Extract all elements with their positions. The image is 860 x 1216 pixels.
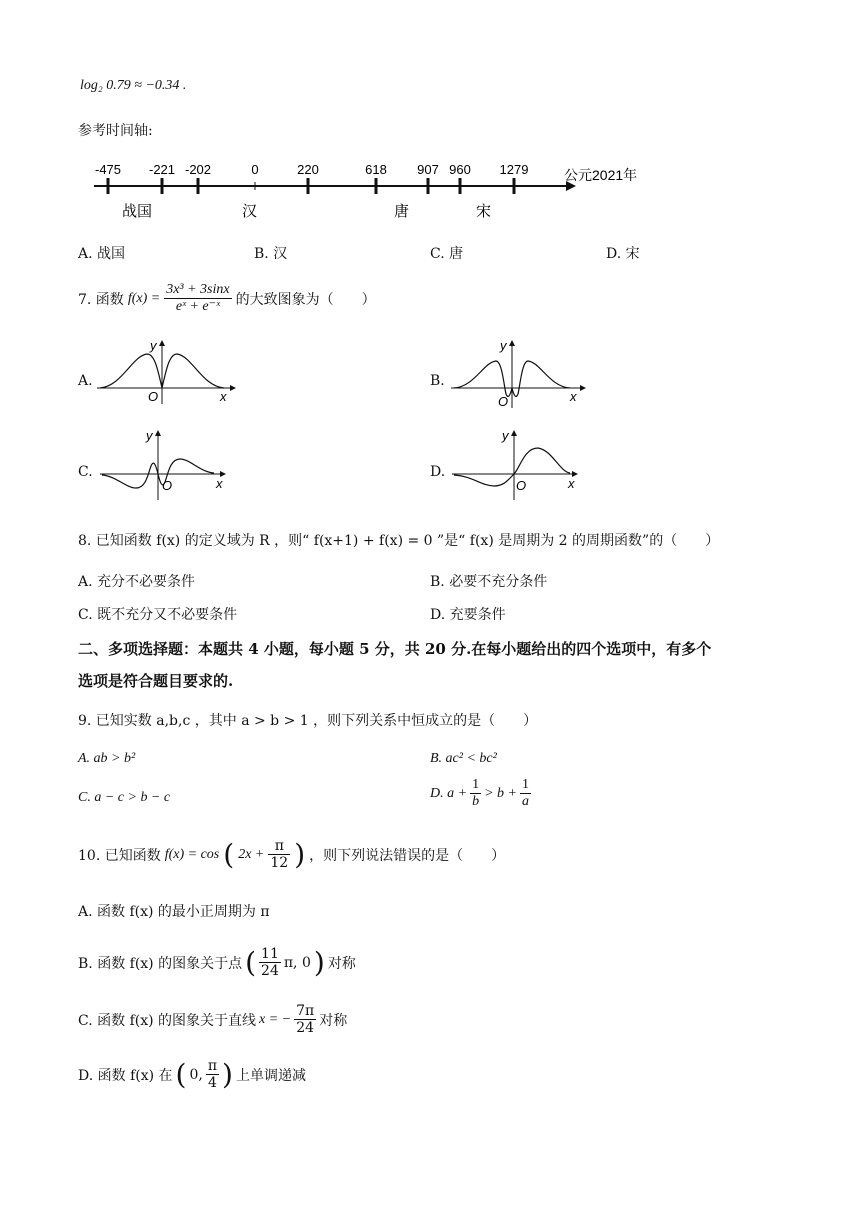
q10b-den: 24 <box>261 963 279 979</box>
q10c-post: 对称 <box>319 1012 348 1029</box>
q10-option-a: A. 函数 f(x) 的最小正周期为 π <box>78 904 270 920</box>
q10-option-b <box>78 946 356 979</box>
q7-option-b-label: B. <box>430 373 445 389</box>
q10-stem <box>78 838 505 871</box>
q9d-frac1-den: b <box>472 794 480 809</box>
q10c-pre: C. 函数 f(x) 的图象关于直线 <box>78 1012 257 1029</box>
q10c-frac <box>294 1003 316 1036</box>
timeline-tick-label: -202 <box>184 162 212 177</box>
timeline-tick-label: 618 <box>365 162 387 177</box>
q9-option-b: B. ac² < bc² <box>430 751 497 766</box>
era-tang: 唐 <box>394 203 410 220</box>
q10-rparen: ) <box>294 837 306 871</box>
q9-option-a: A. ab > b² <box>78 751 136 766</box>
q9d-mid: > b + <box>484 785 517 801</box>
q10b-lparen: ( <box>245 945 257 979</box>
log-line: log₂ 0.79 ≈ −0.34 . <box>80 78 187 93</box>
q10d-zero: 0, <box>189 1066 203 1083</box>
section-heading-line1: 二、多项选择题：本题共 4 小题，每小题 5 分，共 20 分.在每小题给出的四个选项中，有多个 <box>78 640 712 658</box>
q7c-y-label: y <box>146 428 153 443</box>
era-song: 宋 <box>476 203 492 220</box>
timeline-tick-label: -475 <box>94 162 122 177</box>
q7d-origin-label: O <box>516 478 527 493</box>
q7d-y-label: y <box>502 428 509 443</box>
q6-option-c: C. 唐 <box>430 246 464 262</box>
q10c-den: 24 <box>296 1020 315 1036</box>
q6-option-a: A. 战国 <box>78 246 126 262</box>
q7-numerator: 3x³ + 3sinx <box>166 282 230 297</box>
q10b-num: 11 <box>261 946 279 962</box>
q10d-pre: D. 函数 f(x) 在 <box>78 1067 173 1084</box>
q10b-pre: B. 函数 f(x) 的图象关于点 <box>78 955 243 972</box>
q10-frac-den: 12 <box>270 855 289 871</box>
q10-option-c <box>78 1003 347 1036</box>
timeline-tick-label: 907 <box>417 162 439 177</box>
q10-option-d <box>78 1058 306 1091</box>
q10c-eq: x = − <box>259 1011 292 1027</box>
q9d-label: D. a + <box>430 785 468 801</box>
q7c-x-label: x <box>216 476 223 491</box>
q9d-frac-1-over-a <box>520 777 531 810</box>
q10b-frac <box>259 946 281 979</box>
q10-suffix: ，则下列说法错误的是（ ） <box>309 847 506 864</box>
q10-lparen: ( <box>223 837 235 871</box>
q6-option-b: B. 汉 <box>254 246 288 262</box>
q10b-rparen: ) <box>313 945 325 979</box>
q7c-origin-label: O <box>162 478 173 493</box>
q10-prefix: 10. 已知函数 <box>78 847 161 864</box>
q8-option-d: D. 充要条件 <box>430 607 506 623</box>
timeline-tick-label: 220 <box>297 162 319 177</box>
q10b-post: 对称 <box>327 955 356 972</box>
q7a-x-label: x <box>220 389 227 404</box>
q7-prefix: 7. 函数 <box>78 291 124 308</box>
q10d-frac <box>206 1058 219 1091</box>
q10d-num: π <box>207 1058 218 1074</box>
q7a-y-label: y <box>150 338 157 353</box>
q8-stem: 8. 已知函数 f(x) 的定义域为 R ，则“ f(x+1) + f(x) = 0 ”是“ f(x) 是周期为 2 的周期函数”的（ ） <box>78 533 720 549</box>
timeline-tick-label: 1279 <box>499 162 529 177</box>
q9d-frac2-num: 1 <box>521 777 529 792</box>
timeline-label: 参考时间轴: <box>78 123 153 139</box>
q7b-origin-label: O <box>498 394 509 409</box>
q7-func: f(x) = <box>127 290 161 306</box>
q7-stem <box>78 282 376 315</box>
q10d-rparen: ) <box>222 1057 233 1091</box>
q7b-y-label: y <box>500 338 507 353</box>
q7-option-c-label: C. <box>78 464 93 480</box>
q7d-x-label: x <box>568 476 575 491</box>
q7-graph-d <box>448 426 588 502</box>
q9-option-d <box>430 777 531 810</box>
q8-option-a: A. 充分不必要条件 <box>78 574 196 590</box>
q7-option-a-label: A. <box>78 373 93 389</box>
q10b-tail: π, 0 <box>283 954 311 971</box>
q10c-num: 7π <box>296 1003 315 1019</box>
q7-denominator: eˣ + e⁻ˣ <box>175 299 220 314</box>
q9-stem: 9. 已知实数 a,b,c ，其中 a > b > 1 ，则下列关系中恒成立的是（ ） <box>78 713 538 729</box>
section-heading-line2: 选项是符合题目要求的. <box>78 672 234 690</box>
q10-frac <box>268 838 290 871</box>
q9d-frac2-den: a <box>521 794 529 809</box>
q8-option-c: C. 既不充分又不必要条件 <box>78 607 238 623</box>
timeline-tick-label: 0 <box>251 162 259 177</box>
q7-graph-a <box>92 336 237 406</box>
timeline-tick-label: -221 <box>148 162 176 177</box>
era-han: 汉 <box>242 203 258 220</box>
q9d-frac1-num: 1 <box>472 777 480 792</box>
q7-option-d-label: D. <box>430 464 446 480</box>
timeline-chart <box>80 158 660 224</box>
q9-option-c: C. a − c > b − c <box>78 790 171 805</box>
timeline-tick-label: 960 <box>449 162 471 177</box>
q10-frac-num: π <box>268 838 290 855</box>
q10d-den: 4 <box>207 1075 217 1091</box>
q7-suffix: 的大致图象为（ ） <box>235 291 376 308</box>
timeline-end-label: 公元2021年 <box>564 167 638 183</box>
era-warring-states: 战国 <box>122 203 153 220</box>
q7-fraction <box>164 282 231 315</box>
q10d-post: 上单调递减 <box>235 1067 306 1084</box>
q7b-x-label: x <box>570 389 577 404</box>
q7-graph-c <box>96 426 236 502</box>
q10-func: f(x) = cos <box>164 846 220 862</box>
q6-option-d: D. 宋 <box>606 246 640 262</box>
q10d-lparen: ( <box>175 1057 187 1091</box>
q7-graph-b <box>446 336 591 412</box>
q9d-frac-1-over-b <box>470 777 481 810</box>
q7a-origin-label: O <box>148 389 159 404</box>
q8-option-b: B. 必要不充分条件 <box>430 574 548 590</box>
q10-inner: 2x + <box>238 846 265 862</box>
